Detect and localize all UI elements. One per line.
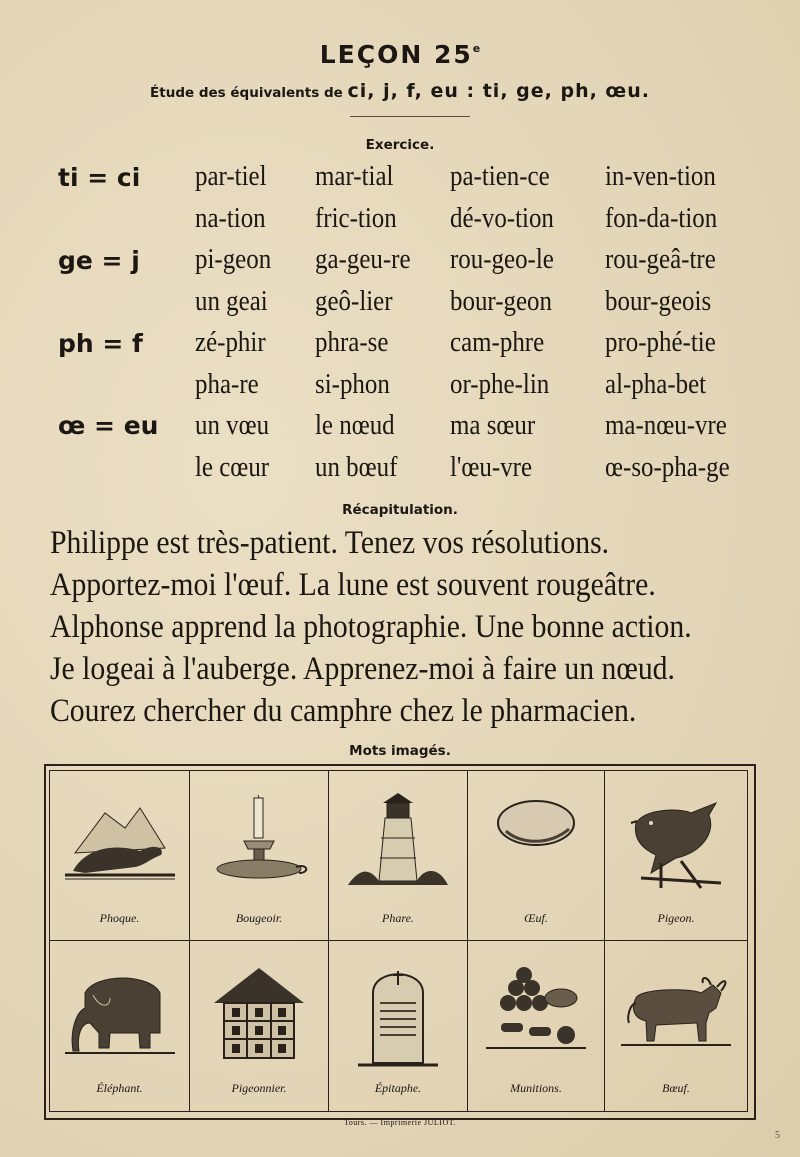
recap-sentence: Philippe est très-patient. Tenez vos résolutions. <box>50 525 610 561</box>
word-cell: pha-re <box>195 367 259 400</box>
picture-caption: Pigeonnier. <box>231 1081 287 1095</box>
picture-cell <box>50 771 190 941</box>
word-cell: si-phon <box>315 367 390 400</box>
page-number: 5 <box>775 1130 780 1141</box>
word-cell: bour-geon <box>450 284 553 317</box>
picture-caption: Éléphant. <box>96 1081 143 1095</box>
word-cell: le nœud <box>315 409 395 441</box>
tombstone-icon <box>358 963 438 1073</box>
recap-heading: Récapitulation. <box>342 502 458 518</box>
recap-sentence: Courez chercher du camphre chez le pharmacien. <box>50 693 637 729</box>
recap-sentence: Je logeai à l'auberge. Apprenez-moi à faire un nœud. <box>50 651 675 687</box>
word-cell: par-tiel <box>195 160 267 192</box>
picture-cell <box>190 941 329 1111</box>
picture-cell <box>605 771 747 941</box>
word-cell: ma-nœu-vre <box>605 409 727 441</box>
word-cell: pi-geon <box>195 243 272 275</box>
subtitle-main: ci, j, f, eu : ti, ge, ph, œu. <box>347 80 650 102</box>
lesson-title: LEÇON 25e <box>319 40 481 69</box>
word-cell: fric-tion <box>315 201 397 234</box>
picture-cell <box>50 941 190 1111</box>
recap-sentence: Apportez-moi l'œuf. La lune est souvent rougeâtre. <box>50 567 656 603</box>
word-cell: phra-se <box>315 326 389 358</box>
printer-footer: Tours. — Imprimerie JULIOT. <box>343 1118 457 1127</box>
lighthouse-icon <box>343 793 453 898</box>
cannonballs-icon <box>481 963 591 1063</box>
word-cell: fon-da-tion <box>605 201 718 234</box>
candlestick-icon <box>204 793 314 893</box>
exercise-heading: Exercice. <box>365 137 435 153</box>
images-heading: Mots imagés. <box>349 743 451 759</box>
picture-caption: Phare. <box>382 911 414 925</box>
word-cell: zé-phir <box>195 326 266 358</box>
equivalence-oe-eu: œ = eu <box>58 411 159 440</box>
divider <box>350 116 470 117</box>
word-cell: in-ven-tion <box>605 160 716 192</box>
word-cell: rou-geo-le <box>450 243 554 275</box>
dovecote-icon <box>204 963 314 1068</box>
word-cell: pa-tien-ce <box>450 160 550 192</box>
seal-icon <box>65 793 175 888</box>
picture-caption: Œuf. <box>524 911 548 925</box>
picture-caption: Bœuf. <box>662 1081 690 1095</box>
picture-caption: Bougeoir. <box>235 911 283 925</box>
word-cell: rou-geâ-tre <box>605 243 716 275</box>
elephant-icon <box>65 963 175 1063</box>
picture-caption: Épitaphe. <box>374 1081 422 1095</box>
word-cell: na-tion <box>195 201 266 234</box>
word-cell: bour-geois <box>605 284 712 317</box>
word-cell: dé-vo-tion <box>450 201 554 234</box>
picture-cell <box>329 771 468 941</box>
word-cell: l'œu-vre <box>450 450 533 483</box>
equivalence-ge-j: ge = j <box>58 246 140 275</box>
pigeon-icon <box>621 793 731 898</box>
picture-caption: Pigeon. <box>657 911 695 925</box>
egg-icon <box>491 793 581 858</box>
word-cell: ga-geu-re <box>315 243 411 275</box>
picture-cell <box>329 941 468 1111</box>
recap-sentence: Alphonse apprend la photographie. Une bonne action. <box>50 609 692 645</box>
picture-cell <box>605 941 747 1111</box>
word-cell: geô-lier <box>315 284 393 317</box>
equivalence-ph-f: ph = f <box>58 329 143 358</box>
picture-caption: Munitions. <box>510 1081 562 1095</box>
picture-cell <box>190 771 329 941</box>
picture-cell <box>468 941 605 1111</box>
word-cell: or-phe-lin <box>450 367 550 400</box>
word-cell: le cœur <box>195 450 270 483</box>
picture-cell <box>468 771 605 941</box>
word-cell: cam-phre <box>450 326 545 358</box>
word-cell: un vœu <box>195 409 270 441</box>
word-cell: un bœuf <box>315 450 398 483</box>
picture-caption: Phoque. <box>99 911 140 925</box>
word-cell: pro-phé-tie <box>605 326 716 358</box>
ox-icon <box>621 963 731 1058</box>
word-cell: al-pha-bet <box>605 367 707 400</box>
picture-grid <box>49 770 748 1112</box>
subtitle-prefix: Étude des équivalents de <box>150 85 343 101</box>
word-cell: un geai <box>195 284 268 317</box>
equivalence-ti-ci: ti = ci <box>58 163 141 192</box>
lesson-subtitle <box>0 80 800 102</box>
word-cell: mar-tial <box>315 160 394 192</box>
word-cell: ma sœur <box>450 409 536 441</box>
word-cell: œ-so-pha-ge <box>605 450 730 483</box>
